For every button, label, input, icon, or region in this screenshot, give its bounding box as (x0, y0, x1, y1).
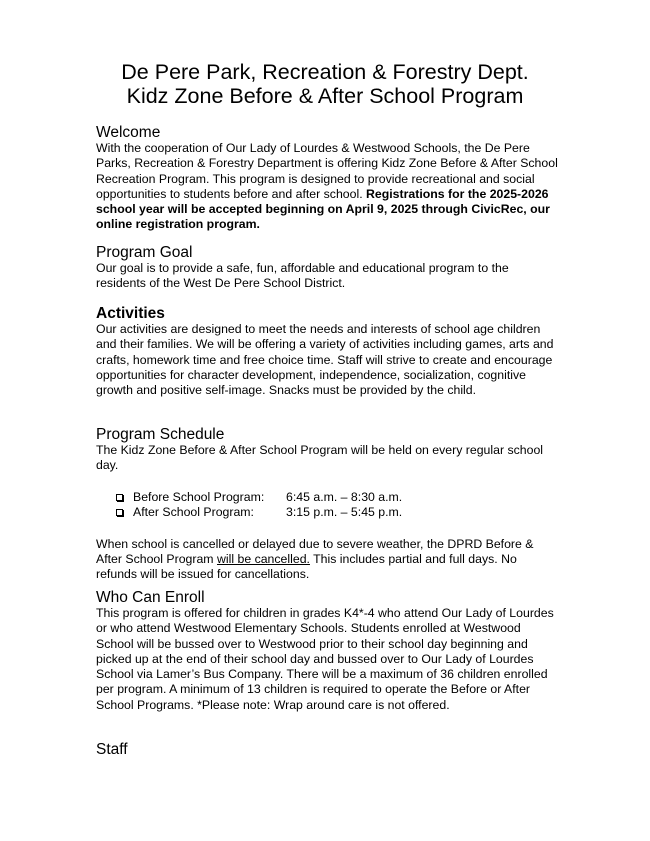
weather-policy (96, 537, 561, 583)
weather-text: When school is cancelled or delayed due to severe weather, the DPRD Before & After School Program (96, 536, 534, 566)
program-goal-heading: Program Goal (96, 244, 193, 261)
list-item (96, 505, 561, 521)
page-title: De Pere Park, Recreation & Forestry Dept. (121, 60, 529, 84)
registration-notice: Registrations for the 2025-2026 school year will be accepted beginning on April 9, 2025 through CivicRec, our online registration program. (96, 186, 550, 232)
page-subtitle: Kidz Zone Before & After School Program (126, 84, 524, 108)
activities-section (96, 305, 561, 398)
schedule-label: Before School Program: (133, 489, 265, 504)
welcome-text: With the cooperation of Our Lady of Lourdes & Westwood Schools, the De Pere Parks, Recreation & Forestry Department is offering Kidz Zone Before & After School Recreation Program. This program is designed to provide recreational and social opportunities to students before and after school. (96, 141, 558, 201)
who-can-enroll-body: This program is offered for children in grades K4*-4 who attend Our Lady of Lourdes or who attend Westwood Elementary Schools. Students enrolled at Westwood School will be bussed over to Westwood prior to their school day beginning and picked up at the end of their school day and bussed over to Our Lady of Lourdes School via Lamer’s Bus Company. There will be a maximum of 36 children enrolled per program. A minimum of 13 children is required to operate the Before or After School Programs. *Please note: Wrap around care is not offered. (96, 606, 554, 712)
welcome-heading: Welcome (96, 124, 161, 141)
program-schedule-heading: Program Schedule (96, 426, 225, 443)
checkbox-bullet-icon (116, 494, 123, 501)
program-goal-body: Our goal is to provide a safe, fun, affordable and educational program to the residents of the West De Pere School District. (96, 261, 509, 291)
cancelled-notice: will be cancelled. (216, 551, 310, 566)
staff-heading: Staff (96, 741, 128, 758)
schedule-time: 3:15 p.m. – 5:45 p.m. (286, 505, 403, 520)
checkbox-bullet-icon (116, 509, 123, 516)
program-schedule-intro: The Kidz Zone Before & After School Program will be held on every regular school day. (96, 443, 544, 473)
who-can-enroll-heading: Who Can Enroll (96, 589, 205, 606)
program-schedule-section (96, 426, 561, 582)
who-can-enroll-section (96, 589, 561, 713)
schedule-label: After School Program: (133, 505, 254, 520)
schedule-list (96, 490, 561, 521)
list-item (96, 490, 561, 506)
welcome-section (96, 124, 561, 233)
schedule-time: 6:45 a.m. – 8:30 a.m. (286, 489, 403, 504)
staff-section (96, 741, 561, 758)
activities-body: Our activities are designed to meet the needs and interests of school age children and their families. We will be offering a variety of activities including games, arts and crafts, homework time and free choice time. Staff will strive to create and encourage opportunities for character development, independence, socialization, cognitive growth and positive self-image. Snacks must be provided by the child. (96, 322, 554, 398)
weather-text-end: This includes partial and full days. No refunds will be issued for cancellations. (96, 551, 517, 582)
activities-heading: Activities (96, 305, 165, 322)
program-goal-section (96, 244, 561, 292)
welcome-body (96, 141, 561, 233)
